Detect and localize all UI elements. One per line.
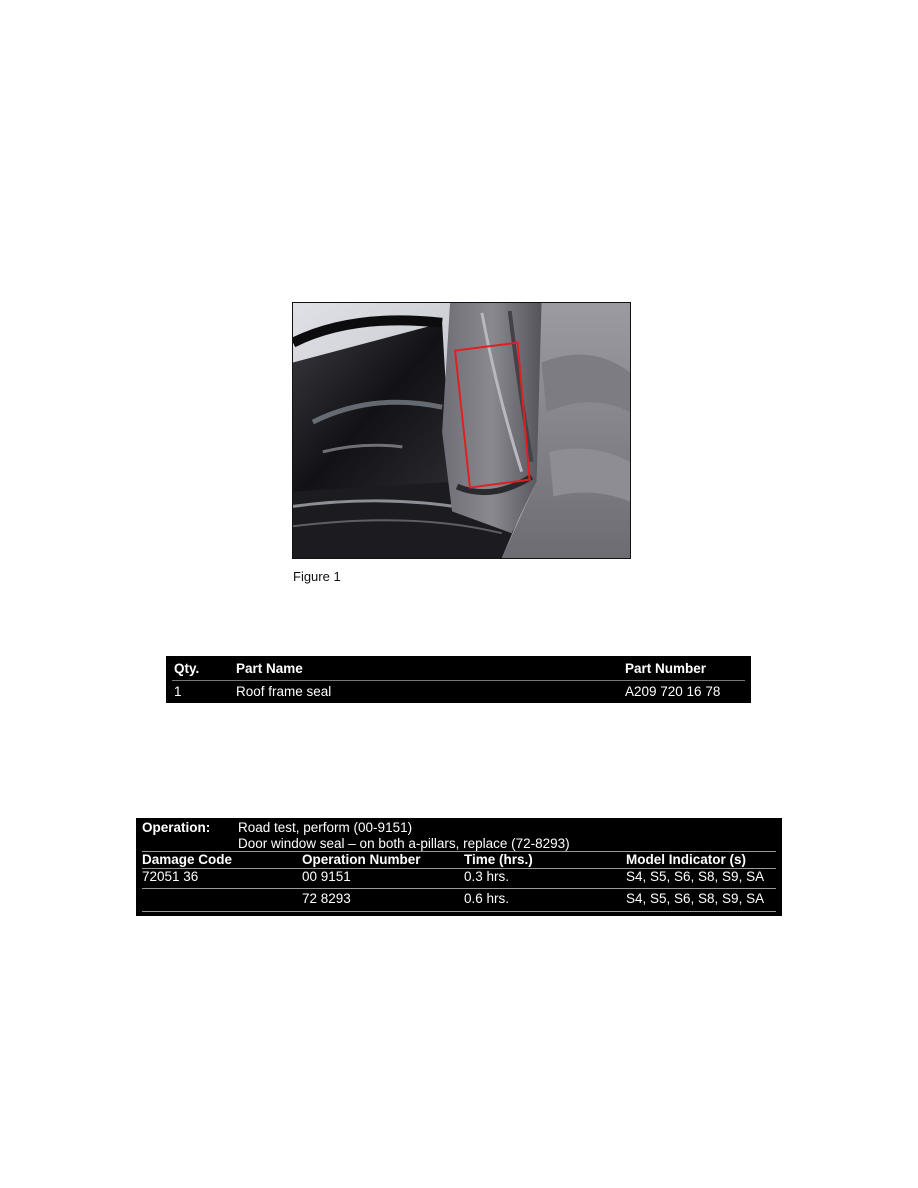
figure-photo bbox=[292, 302, 631, 559]
divider bbox=[142, 888, 776, 889]
figure-caption: Figure 1 bbox=[293, 569, 341, 584]
model-indicator-cell: S4, S5, S6, S8, S9, SA bbox=[626, 869, 765, 884]
header-operation-number: Operation Number bbox=[302, 852, 421, 867]
operations-table bbox=[136, 818, 782, 916]
roof-frame-seal-photo bbox=[293, 303, 630, 558]
header-part-number: Part Number bbox=[625, 661, 707, 676]
operation-text-1: Road test, perform (00-9151) bbox=[238, 820, 413, 835]
model-indicator-cell: S4, S5, S6, S8, S9, SA bbox=[626, 891, 765, 906]
divider bbox=[142, 911, 776, 912]
header-model-indicator: Model Indicator (s) bbox=[626, 852, 747, 867]
qty-cell: 1 bbox=[174, 684, 182, 699]
header-part-name: Part Name bbox=[236, 661, 303, 676]
table-row bbox=[142, 891, 776, 909]
parts-table-header bbox=[172, 658, 745, 681]
operations-table-header bbox=[142, 852, 776, 868]
operation-label: Operation: bbox=[142, 820, 211, 835]
header-time: Time (hrs.) bbox=[464, 852, 533, 867]
part-number-cell: A209 720 16 78 bbox=[625, 684, 721, 699]
table-row bbox=[172, 681, 745, 703]
operation-line-2 bbox=[142, 836, 776, 852]
part-name-cell: Roof frame seal bbox=[236, 684, 332, 699]
header-qty: Qty. bbox=[174, 661, 200, 676]
operation-number-cell: 72 8293 bbox=[302, 891, 351, 906]
table-row bbox=[142, 869, 776, 887]
time-cell: 0.3 hrs. bbox=[464, 869, 510, 884]
damage-code-cell: 72051 36 bbox=[142, 869, 199, 884]
operation-number-cell: 00 9151 bbox=[302, 869, 351, 884]
operation-text-2: Door window seal – on both a-pillars, replace (72-8293) bbox=[238, 836, 570, 851]
parts-table bbox=[166, 656, 751, 703]
header-damage-code: Damage Code bbox=[142, 852, 233, 867]
time-cell: 0.6 hrs. bbox=[464, 891, 510, 906]
operation-line-1 bbox=[142, 820, 776, 836]
